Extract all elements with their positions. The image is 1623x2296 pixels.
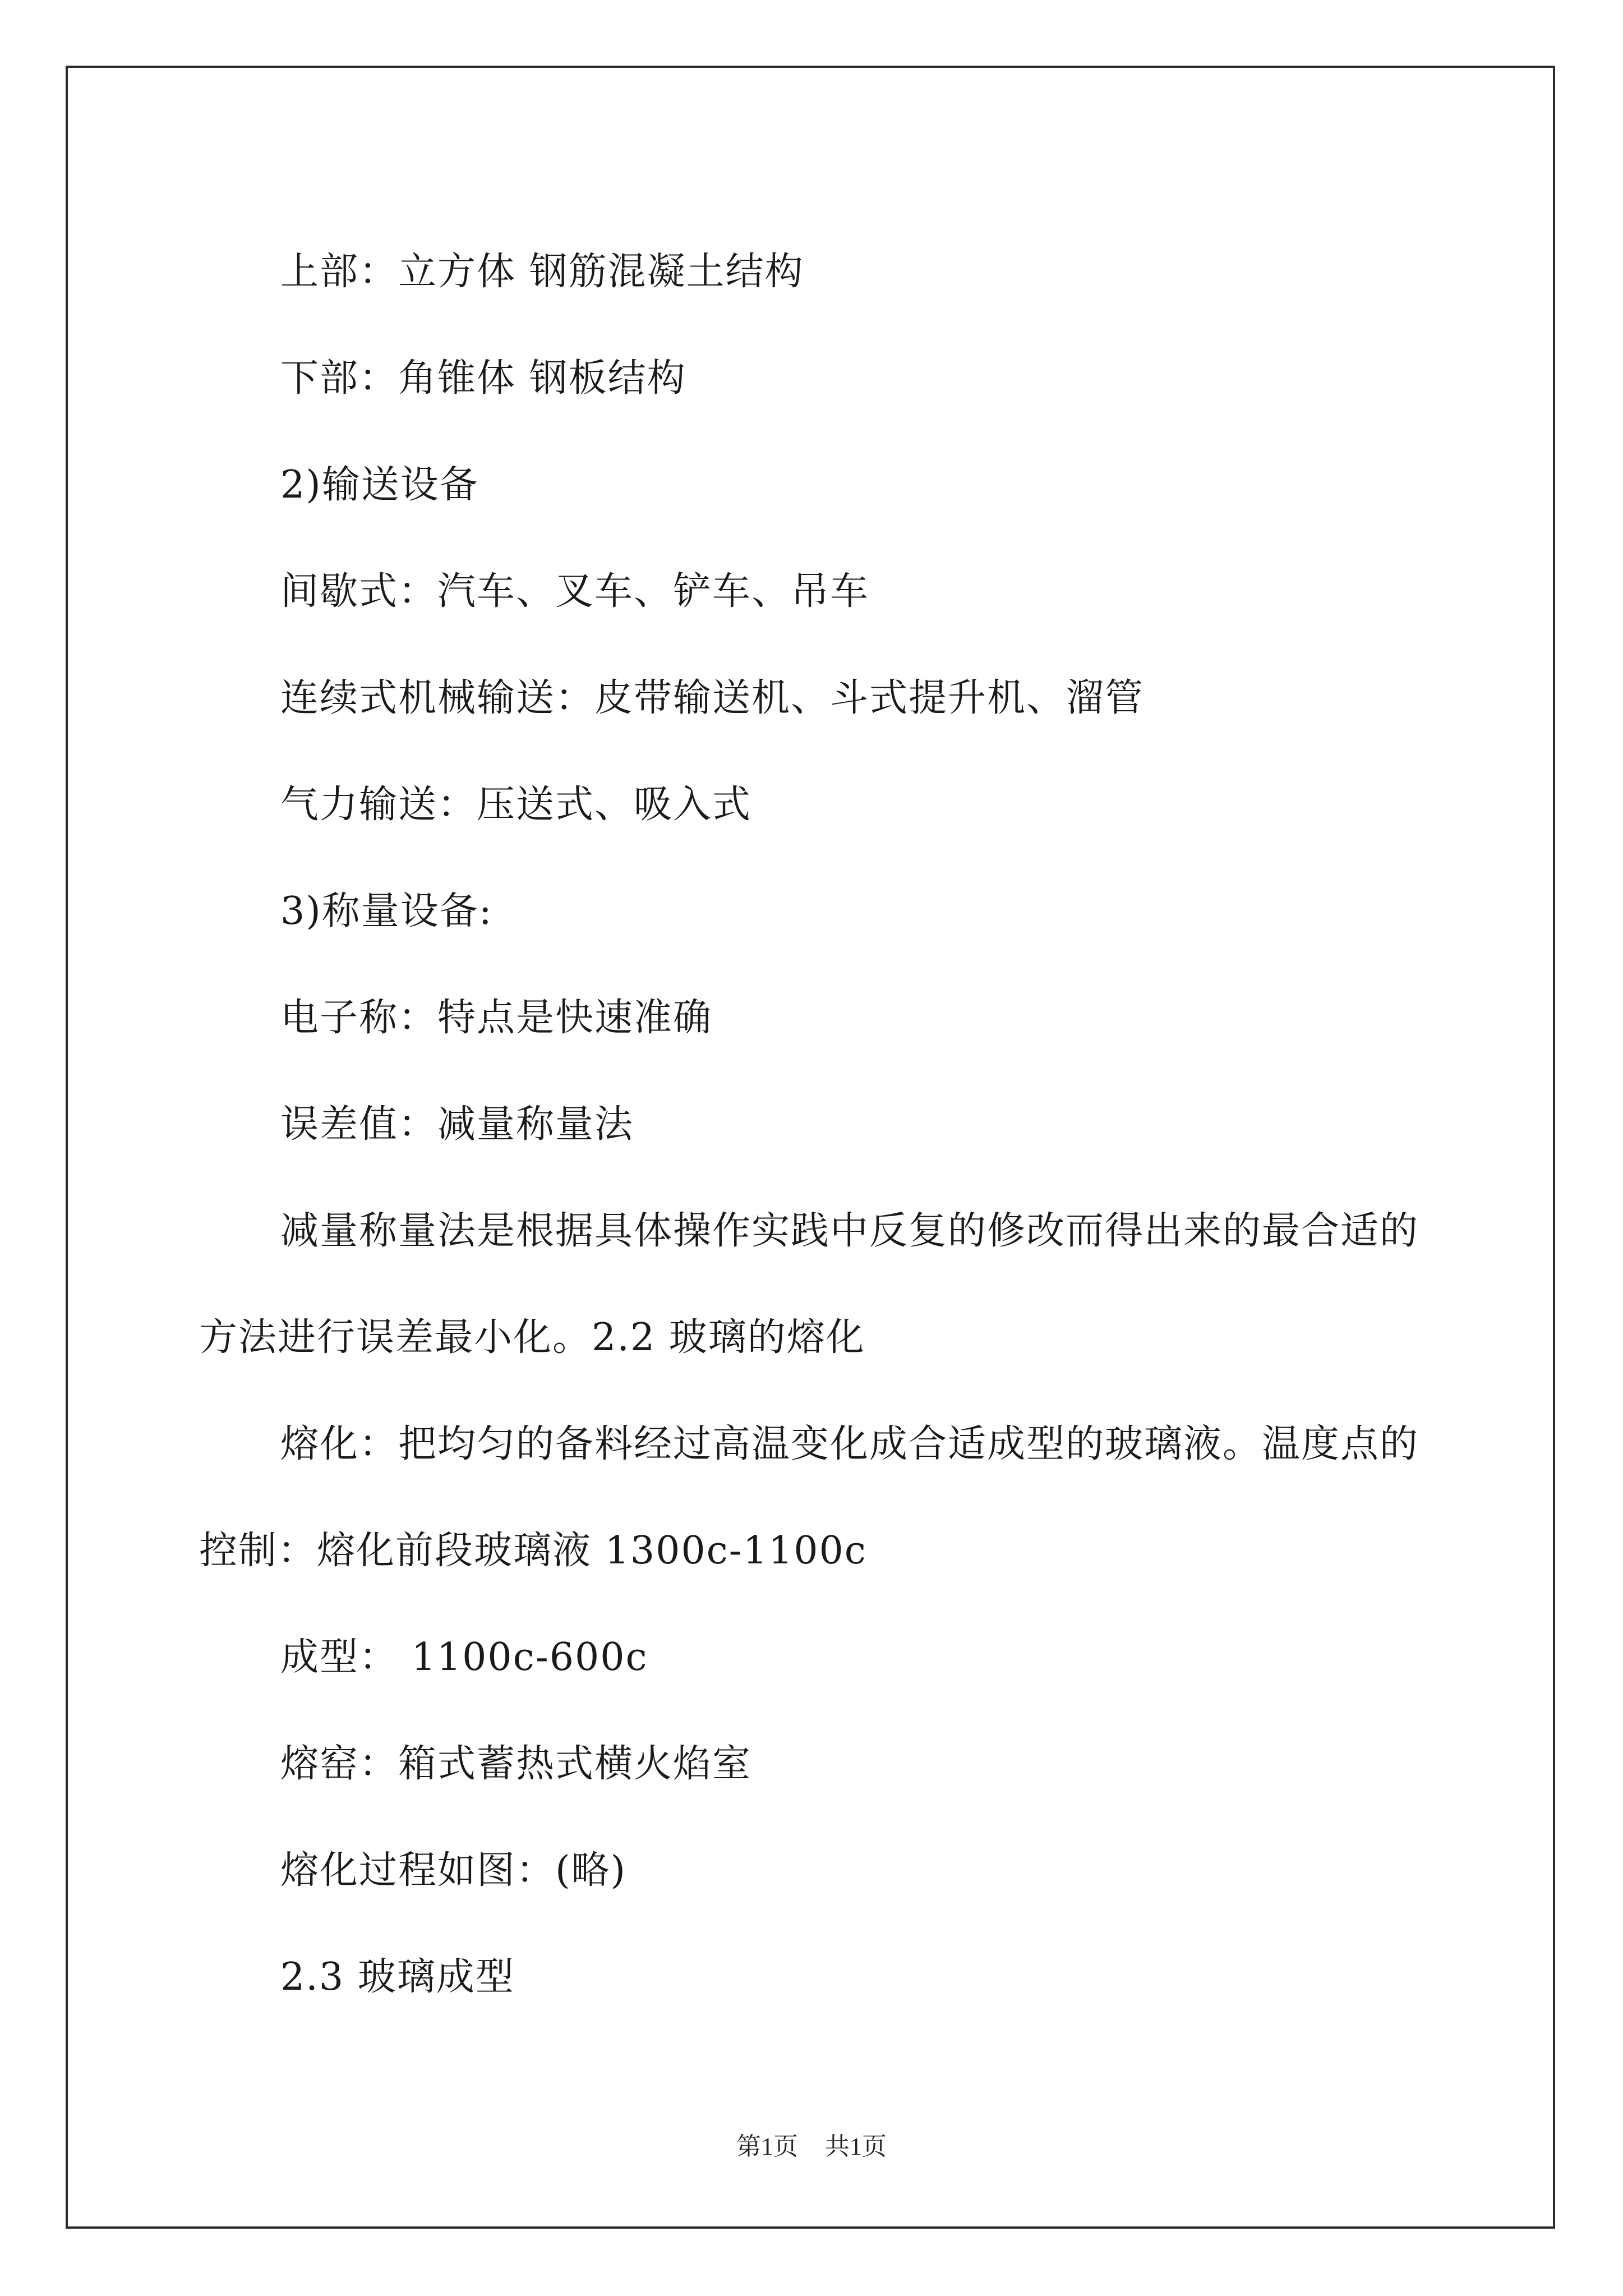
paragraph: 熔化：把均匀的备料经过高温变化成合适成型的玻璃液。温度点的控制：熔化前段玻璃液 1300c-1100c — [199, 1422, 1419, 1573]
paragraph: 减量称量法是根据具体操作实践中反复的修改而得出来的最合适的方法进行误差最小化。2.2 玻璃的熔化 — [199, 1209, 1419, 1360]
page-number-current: 第1页 — [736, 2133, 798, 2160]
paragraph: 熔窑：箱式蓄热式横火焰室 — [280, 1742, 752, 1786]
paragraph: 熔化过程如图：(略) — [280, 1848, 627, 1893]
paragraph: 3)称量设备: — [280, 889, 493, 933]
page-number-total: 共1页 — [825, 2133, 887, 2160]
section-heading: 2.3 玻璃成型 — [280, 1955, 515, 1999]
paragraph: 连续式机械输送：皮带输送机、斗式提升机、溜管 — [280, 676, 1145, 720]
paragraph: 误差值：减量称量法 — [280, 1102, 634, 1147]
paragraph: 上部：立方体 钢筋混凝土结构 — [280, 250, 804, 294]
paragraph: 下部：角锥体 钢板结构 — [280, 356, 686, 401]
paragraph: 电子称：特点是快速准确 — [280, 996, 713, 1040]
paragraph: 2)输送设备 — [280, 463, 479, 507]
paragraph: 间歇式：汽车、叉车、铲车、吊车 — [280, 569, 870, 614]
paragraph: 气力输送：压送式、吸入式 — [280, 783, 752, 827]
paragraph: 成型： 1100c-600c — [280, 1635, 648, 1680]
document-body — [199, 219, 1433, 2031]
page-footer — [0, 2126, 1623, 2162]
